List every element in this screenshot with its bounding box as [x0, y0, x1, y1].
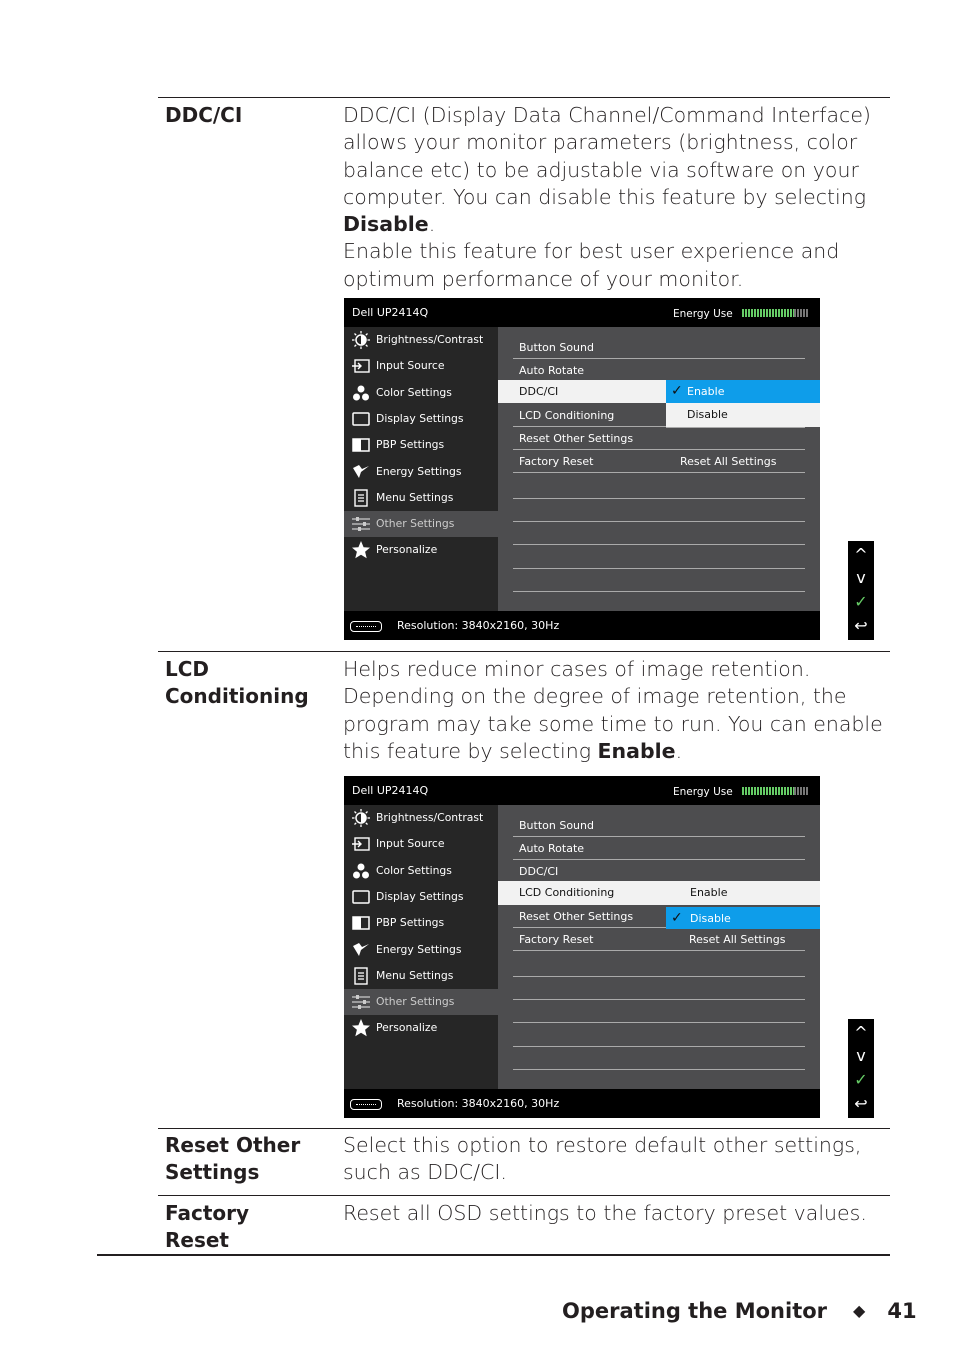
osd-row-empty	[513, 1024, 805, 1047]
osd-model: Dell UP2414Q	[352, 306, 429, 319]
menu-item-color-settings[interactable]	[344, 380, 498, 406]
osd-row-button-sound[interactable]	[513, 336, 805, 359]
osd-title-bar	[344, 776, 820, 805]
menu-label: Input Source	[376, 837, 445, 850]
table-rule	[158, 1195, 890, 1196]
menu-settings-icon	[352, 489, 370, 507]
table-rule	[158, 651, 890, 652]
pbp-settings-icon	[352, 914, 370, 932]
osd-energy-label: Energy Use	[673, 786, 733, 798]
ok-key-icon[interactable]: ✓	[854, 592, 868, 611]
desc-lcd-conditioning	[343, 656, 888, 765]
page-number: 41	[887, 1299, 917, 1323]
ok-key-icon[interactable]: ✓	[854, 1070, 868, 1089]
menu-item-color-settings[interactable]	[344, 858, 498, 884]
row-label: Auto Rotate	[519, 842, 585, 855]
osd-row-auto-rotate[interactable]	[513, 837, 805, 860]
osd-row-reset-other[interactable]	[513, 905, 666, 928]
menu-item-pbp-settings[interactable]	[344, 910, 498, 936]
table-rule	[158, 97, 890, 98]
menu-label: Other Settings	[376, 517, 455, 530]
row-label: Button Sound	[519, 341, 594, 354]
row-label: LCD Conditioning	[519, 409, 615, 422]
menu-label: Energy Settings	[376, 465, 462, 478]
menu-label: Personalize	[376, 543, 438, 556]
option-label: Disable	[687, 408, 728, 421]
osd-energy-label: Energy Use	[673, 308, 733, 320]
term-ddcci: DDC/CI	[165, 103, 243, 127]
check-icon: ✓	[671, 910, 683, 926]
menu-label: Display Settings	[376, 890, 464, 903]
menu-item-brightness[interactable]	[344, 805, 498, 831]
table-bottom-rule	[97, 1254, 890, 1256]
menu-label: PBP Settings	[376, 916, 445, 929]
osd-keys	[848, 541, 874, 640]
menu-label: Menu Settings	[376, 491, 454, 504]
displayport-icon	[350, 1099, 382, 1110]
desc-ddcci	[343, 102, 888, 293]
option-label: Enable	[687, 385, 725, 398]
menu-label: Input Source	[376, 359, 445, 372]
menu-item-brightness[interactable]	[344, 327, 498, 353]
menu-label: Color Settings	[376, 864, 452, 877]
osd-row-empty	[513, 1047, 805, 1070]
desc-bold: Disable	[343, 212, 429, 237]
desc-text: .	[428, 212, 436, 237]
star-icon	[352, 541, 370, 559]
menu-label: Other Settings	[376, 995, 455, 1008]
menu-settings-icon	[352, 967, 370, 985]
osd-row-empty	[513, 546, 805, 569]
menu-item-personalize[interactable]	[344, 537, 498, 563]
osd-model: Dell UP2414Q	[352, 784, 429, 797]
osd-row-button-sound[interactable]	[513, 814, 805, 837]
energy-settings-icon	[352, 463, 370, 481]
pbp-settings-icon	[352, 436, 370, 454]
menu-item-display-settings[interactable]	[344, 884, 498, 910]
menu-label: Brightness/Contrast	[376, 811, 484, 824]
osd-row-reset-other[interactable]	[513, 427, 805, 450]
diamond-icon: ◆	[853, 1301, 866, 1320]
option-disable[interactable]	[666, 403, 820, 427]
other-settings-icon	[352, 993, 370, 1011]
osd-keys	[848, 1019, 874, 1118]
energy-meter	[742, 787, 808, 795]
osd-row-empty	[513, 476, 805, 499]
osd-row-empty	[513, 569, 805, 592]
other-settings-icon	[352, 515, 370, 533]
menu-label: PBP Settings	[376, 438, 445, 451]
desc-text: .	[675, 738, 683, 763]
menu-item-input-source[interactable]	[344, 831, 498, 857]
row-value: Reset All Settings	[680, 455, 777, 468]
desc-text: Enable this feature for best user experience and optimum performance of your monitor.	[343, 239, 840, 291]
osd-status-bar	[344, 1089, 820, 1118]
desc-text: Helps reduce minor cases of image retention. Depending on the degree of image retention, the program may take some time to run. You can enable this feature by selecting	[343, 657, 883, 763]
menu-label: Brightness/Contrast	[376, 333, 484, 346]
menu-label: Color Settings	[376, 386, 452, 399]
osd-menu	[344, 805, 498, 1089]
brightness-icon	[352, 809, 370, 827]
osd-row-empty	[513, 977, 805, 1000]
osd-row-ddcci[interactable]	[513, 860, 805, 883]
desc-bold: Enable	[597, 738, 676, 763]
input-source-icon	[352, 357, 370, 375]
option-enable-selected[interactable]	[666, 380, 820, 403]
row-label: Reset Other Settings	[519, 910, 634, 923]
energy-meter	[742, 309, 808, 317]
osd-row-empty	[513, 499, 805, 522]
row-label: LCD Conditioning	[519, 886, 615, 899]
osd-row-factory-reset[interactable]	[513, 450, 805, 473]
down-key-icon[interactable]: v	[856, 568, 866, 587]
option-label: Enable	[690, 886, 728, 899]
up-key-icon[interactable]: ^	[854, 1023, 868, 1042]
row-label: DDC/CI	[519, 865, 559, 878]
osd-row-factory-reset[interactable]	[513, 928, 805, 951]
osd-row-empty	[513, 522, 805, 545]
row-label: Factory Reset	[519, 933, 594, 946]
osd-screenshot-lcd	[344, 776, 820, 1118]
option-label: Disable	[690, 912, 731, 925]
menu-label: Display Settings	[376, 412, 464, 425]
menu-item-input-source[interactable]	[344, 353, 498, 379]
color-settings-icon	[352, 384, 370, 402]
color-settings-icon	[352, 862, 370, 880]
row-label: Factory Reset	[519, 455, 594, 468]
menu-item-menu-settings[interactable]	[344, 485, 498, 511]
osd-screenshot-ddcci	[344, 298, 820, 640]
term-reset-other-settings: Reset Other Settings	[165, 1133, 301, 1184]
up-key-icon[interactable]: ^	[854, 545, 868, 564]
back-key-icon[interactable]: ↩	[854, 1094, 868, 1113]
row-label: Auto Rotate	[519, 364, 585, 377]
osd-resolution: Resolution: 3840x2160, 30Hz	[397, 1097, 560, 1110]
osd-row-empty	[513, 1000, 805, 1023]
menu-label: Personalize	[376, 1021, 438, 1034]
menu-item-personalize[interactable]	[344, 1015, 498, 1041]
option-enable[interactable]	[666, 881, 820, 905]
displayport-icon	[350, 621, 382, 632]
down-key-icon[interactable]: v	[856, 1046, 866, 1065]
option-disable-selected[interactable]	[666, 907, 820, 929]
footer-title: Operating the Monitor	[562, 1299, 828, 1323]
osd-menu	[344, 327, 498, 611]
menu-item-energy-settings[interactable]	[344, 937, 498, 963]
page-footer	[562, 1299, 917, 1323]
osd-status-bar	[344, 611, 820, 640]
display-settings-icon	[352, 888, 370, 906]
osd-resolution: Resolution: 3840x2160, 30Hz	[397, 619, 560, 632]
menu-item-other-settings[interactable]	[344, 989, 498, 1015]
menu-item-energy-settings[interactable]	[344, 459, 498, 485]
desc-text: DDC/CI (Display Data Channel/Command Interface) allows your monitor parameters (brightness, color balance etc) to be adjustable via software on your computer. You can disable this feature by selecting	[343, 103, 871, 209]
osd-row-empty	[513, 954, 805, 977]
menu-label: Energy Settings	[376, 943, 462, 956]
input-source-icon	[352, 835, 370, 853]
menu-item-display-settings[interactable]	[344, 406, 498, 432]
osd-row-auto-rotate[interactable]	[513, 359, 805, 382]
menu-item-pbp-settings[interactable]	[344, 432, 498, 458]
row-label: Button Sound	[519, 819, 594, 832]
row-label: Reset Other Settings	[519, 432, 634, 445]
menu-item-other-settings[interactable]	[344, 511, 498, 537]
brightness-icon	[352, 331, 370, 349]
menu-label: Menu Settings	[376, 969, 454, 982]
back-key-icon[interactable]: ↩	[854, 616, 868, 635]
desc-reset-other-settings: Select this option to restore default other settings, such as DDC/CI.	[343, 1133, 862, 1185]
energy-settings-icon	[352, 941, 370, 959]
desc-factory-reset: Reset all OSD settings to the factory preset values.	[343, 1201, 867, 1225]
term-lcd-conditioning: LCD Conditioning	[165, 657, 309, 708]
star-icon	[352, 1019, 370, 1037]
table-rule	[158, 1128, 890, 1129]
osd-row-lcd-conditioning[interactable]	[513, 404, 666, 427]
row-label: DDC/CI	[519, 385, 559, 398]
row-value: Reset All Settings	[689, 933, 786, 946]
display-settings-icon	[352, 410, 370, 428]
menu-item-menu-settings[interactable]	[344, 963, 498, 989]
check-icon: ✓	[671, 383, 683, 399]
osd-title-bar	[344, 298, 820, 327]
term-factory-reset: Factory Reset	[165, 1201, 250, 1252]
